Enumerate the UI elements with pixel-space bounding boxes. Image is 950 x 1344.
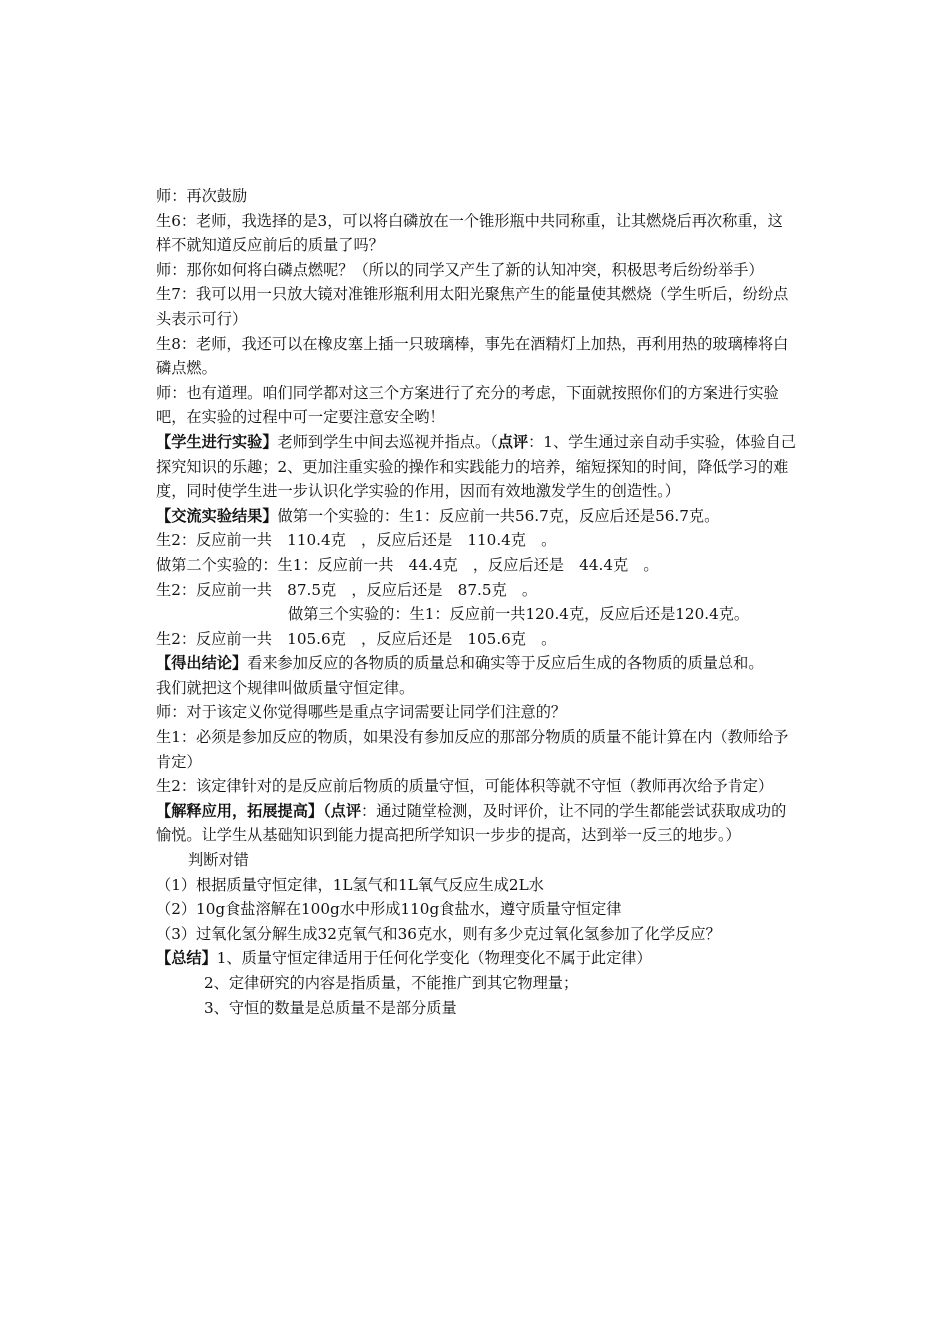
conclusion-line-5: 生2：该定律针对的是反应前后物质的质量守恒，可能体积等就不守恒（教师再次给予肯定） — [156, 777, 774, 796]
question-3: （3）过氧化氢分解生成32克氧气和36克水，则有多少克过氧化氢参加了化学反应？ — [156, 924, 721, 943]
experiment-heading: 【学生进行实验】 — [156, 432, 278, 451]
result-2: 生2：反应前一共 110.4克 ，反应后还是 110.4克 。 — [156, 531, 557, 550]
experiment-text-1: 老师到学生中间去巡视并指点。（ — [277, 432, 498, 451]
experiment-comment-label: 点评 — [497, 432, 529, 451]
teacher-line-2: 师：那你如何将白磷点燃呢？（所以的同学又产生了新的认知冲突，积极思考后纷纷举手） — [156, 260, 764, 279]
summary-item-1: 1、质量守恒定律适用于任何化学变化（物理变化不属于此定律） — [216, 949, 652, 968]
results-heading: 【交流实验结果】 — [156, 506, 278, 525]
summary-line-1 — [156, 946, 796, 971]
conclusion-line-3: 师：对于该定义你觉得哪些是重点字词需要让同学们注意的？ — [156, 703, 567, 722]
question-2: （2）10g食盐溶解在100g水中形成110g食盐水，遵守质量守恒定律 — [156, 900, 622, 919]
summary-item-2: 2、定律研究的内容是指质量，不能推广到其它物理量； — [204, 974, 579, 992]
results-line-1 — [156, 504, 796, 529]
apply-text: ：通过随堂检测，及时评价，让不同的学生都能尝试获取成功的愉悦。让学生从基础知识到能力提高把所学知识一步步的提高，达到举一反三的地步。） — [156, 801, 787, 845]
result-3: 做第二个实验的：生1：反应前一共 44.4克 ，反应后还是 44.4克 。 — [156, 555, 659, 574]
experiment-text-2: ：1、学生通过亲自动手实验，体验自己探究知识的乐趣；2、更加注重实验的操作和实践能力的培养，缩短探知的时间，降低学习的难度，同时使学生进一步认识化学实验的作用，因而有效地激发学生的创造性。） — [156, 432, 796, 501]
student7-line: 生7：我可以用一只放大镜对准锥形瓶利用太阳光聚焦产生的能量使其燃烧（学生听后，纷纷点头表示可行） — [156, 285, 789, 328]
summary-item-3: 3、守恒的数量是总质量不是部分质量 — [204, 998, 457, 1017]
experiment-paragraph — [156, 430, 796, 504]
document-page — [156, 184, 796, 1020]
apply-paren: （ — [323, 801, 331, 820]
apply-paragraph — [156, 799, 796, 848]
summary-heading: 【总结】 — [156, 949, 217, 968]
conclusion-line-4: 生1：必须是参加反应的物质，如果没有参加反应的那部分物质的质量不能计算在内（教师给予肯定） — [156, 728, 789, 771]
conclusion-text: 看来参加反应的各物质的质量总和确实等于反应后生成的各物质的质量总和。 — [247, 654, 764, 673]
teacher-line-3: 师：也有道理。咱们同学都对这三个方案进行了充分的考虑，下面就按照你们的方案进行实验吧，在实验的过程中可一定要注意安全哟！ — [156, 383, 779, 427]
student8-line: 生8：老师，我还可以在橡皮塞上插一只玻璃棒，事先在酒精灯上加热，再利用热的玻璃棒将白磷点燃。 — [156, 334, 789, 378]
conclusion-line-2: 我们就把这个规律叫做质量守恒定律。 — [156, 678, 415, 697]
student6-line: 生6：老师，我选择的是3，可以将白磷放在一个锥形瓶中共同称重，让其燃烧后再次称重，这样不就知道反应前后的质量了吗？ — [156, 211, 783, 255]
result-1: 做第一个实验的：生1：反应前一共56.7克，反应后还是56.7克。 — [277, 506, 720, 525]
conclusion-heading: 【得出结论】 — [156, 654, 248, 673]
result-6: 生2：反应前一共 105.6克 ，反应后还是 105.6克 。 — [156, 629, 557, 648]
result-5: 做第三个实验的：生1：反应前一共120.4克，反应后还是120.4克。 — [288, 605, 750, 624]
question-1: （1）根据质量守恒定律，1L氢气和1L氧气反应生成2L水 — [156, 875, 544, 894]
apply-comment-label: 点评 — [330, 801, 362, 820]
judge-heading: 判断对错 — [188, 851, 249, 870]
conclusion-paragraph — [156, 651, 796, 676]
apply-heading: 【解释应用，拓展提高】 — [156, 801, 324, 820]
result-4: 生2：反应前一共 87.5克 ，反应后还是 87.5克 。 — [156, 580, 538, 599]
teacher-line-1: 师：再次鼓励 — [156, 187, 248, 205]
